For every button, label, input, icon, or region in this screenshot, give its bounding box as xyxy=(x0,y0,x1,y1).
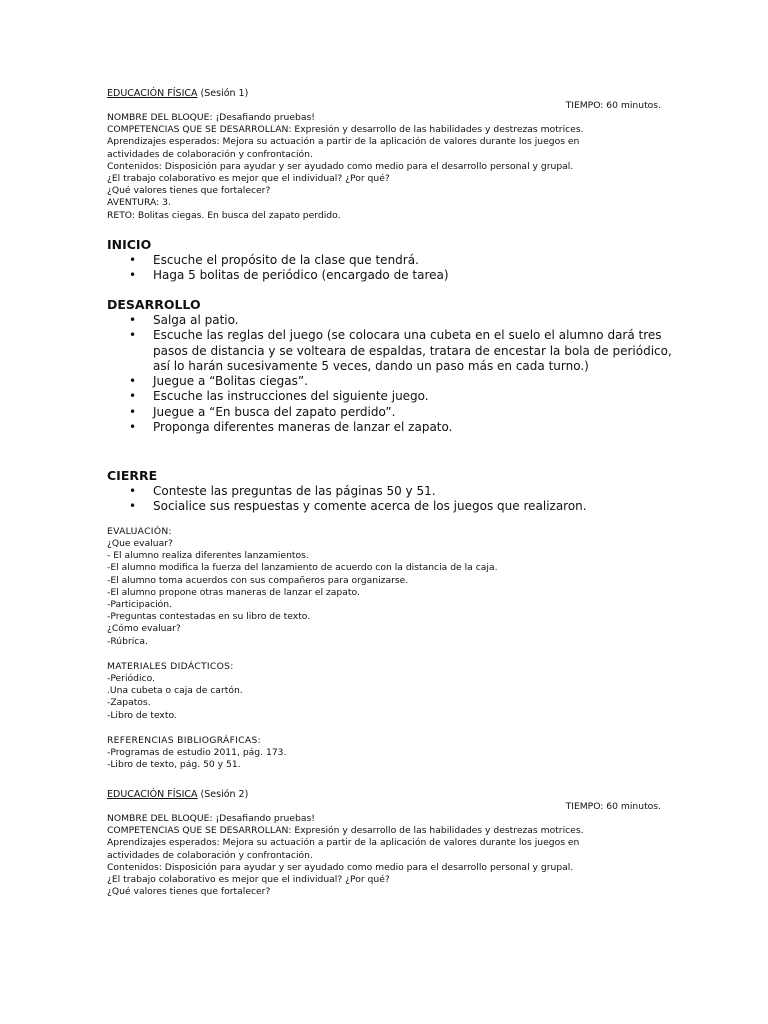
evaluacion-line: - El alumno realiza diferentes lanzamientos. xyxy=(107,550,309,562)
header-line: ¿Qué valores tienes que fortalecer? xyxy=(107,886,271,898)
desarrollo-heading: DESARROLLO xyxy=(107,297,201,312)
header-line: COMPETENCIAS QUE SE DESARROLLAN: Expresión y desarrollo de las habilidades y destrezas motrices. xyxy=(107,825,584,837)
session2-session-label: (Sesión 2) xyxy=(197,789,249,800)
session1-subject: EDUCACIÓN FÍSICA xyxy=(107,88,198,99)
header-line: RETO: Bolitas ciegas. En busca del zapato perdido. xyxy=(107,209,341,221)
evaluacion-section xyxy=(107,526,687,648)
session1-title xyxy=(107,88,667,100)
list-item: • Socialice sus respuestas y comente acerca de los juegos que realizaron. xyxy=(107,499,673,514)
evaluacion-line: -Preguntas contestadas en su libro de texto. xyxy=(107,611,311,623)
list-item: • Juegue a “En busca del zapato perdido”. xyxy=(107,405,673,420)
cierre-heading: CIERRE xyxy=(107,468,158,483)
desarrollo-section xyxy=(107,297,687,435)
materiales-line: -Libro de texto. xyxy=(107,709,177,721)
header-line: ¿Qué valores tienes que fortalecer? xyxy=(107,185,271,197)
inicio-heading: INICIO xyxy=(107,237,152,252)
evaluacion-line: -El alumno modifica la fuerza del lanzamiento de acuerdo con la distancia de la caja. xyxy=(107,562,498,574)
header-line: Aprendizajes esperados: Mejora su actuación a partir de la aplicación de valores durante los juegos en xyxy=(107,136,580,148)
cierre-list xyxy=(107,484,687,515)
referencias-line: -Libro de texto, pág. 50 y 51. xyxy=(107,759,241,771)
materiales-heading: MATERIALES DIDÁCTICOS: xyxy=(107,661,234,672)
header-line: COMPETENCIAS QUE SE DESARROLLAN: Expresión y desarrollo de las habilidades y destrezas motrices. xyxy=(107,124,584,136)
list-item: • Conteste las preguntas de las páginas 50 y 51. xyxy=(107,484,673,499)
list-item: • Haga 5 bolitas de periódico (encargado de tarea) xyxy=(107,268,673,283)
list-item: • Juegue a “Bolitas ciegas”. xyxy=(107,374,673,389)
list-item: • Escuche las reglas del juego (se colocara una cubeta en el suelo el alumno dará tres pasos de distancia y se volteara de espaldas, tratara de encestar la bola de periódico, así lo harán sucesivamente 5 veces, dando un paso más en cada turno.) xyxy=(107,328,673,374)
evaluacion-line: ¿Cómo evaluar? xyxy=(107,623,181,635)
list-item: • Escuche las instrucciones del siguiente juego. xyxy=(107,389,673,404)
session1-session-label: (Sesión 1) xyxy=(197,88,249,99)
evaluacion-line: -El alumno toma acuerdos con sus compañeros para organizarse. xyxy=(107,574,409,586)
session2-title xyxy=(107,789,667,801)
evaluacion-line: -Participación. xyxy=(107,599,173,611)
materiales-line: -Zapatos. xyxy=(107,697,151,709)
header-line: NOMBRE DEL BLOQUE: ¡Desafiando pruebas! xyxy=(107,813,315,824)
header-line: ¿El trabajo colaborativo es mejor que el individual? ¿Por qué? xyxy=(107,173,390,185)
header-line: NOMBRE DEL BLOQUE: ¡Desafiando pruebas! xyxy=(107,112,315,123)
evaluacion-line: ¿Que evaluar? xyxy=(107,538,173,549)
session2-subject: EDUCACIÓN FÍSICA xyxy=(107,789,198,800)
materiales-line: .Una cubeta o caja de cartón. xyxy=(107,685,243,697)
inicio-list xyxy=(107,253,687,284)
materiales-line: -Periódico. xyxy=(107,673,155,684)
evaluacion-heading: EVALUACIÓN: xyxy=(107,526,172,537)
header-line: Contenidos: Disposición para ayudar y ser ayudado como medio para el desarrollo personal y grupal. xyxy=(107,160,574,172)
session1-header xyxy=(107,88,667,222)
referencias-section xyxy=(107,735,687,771)
inicio-section xyxy=(107,237,687,284)
header-line: ¿El trabajo colaborativo es mejor que el individual? ¿Por qué? xyxy=(107,874,390,886)
session2-header xyxy=(107,789,667,898)
session1-time: TIEMPO: 60 minutos. xyxy=(565,100,661,111)
referencias-line: -Programas de estudio 2011, pág. 173. xyxy=(107,747,287,758)
evaluacion-line: -Rúbrica. xyxy=(107,635,148,647)
header-line: Contenidos: Disposición para ayudar y ser ayudado como medio para el desarrollo personal y grupal. xyxy=(107,861,574,873)
cierre-section xyxy=(107,468,687,515)
session2-time: TIEMPO: 60 minutos. xyxy=(565,801,661,812)
desarrollo-list xyxy=(107,313,687,435)
list-item: • Escuche el propósito de la clase que tendrá. xyxy=(107,253,673,268)
header-line: AVENTURA: 3. xyxy=(107,197,171,209)
header-line: actividades de colaboración y confrontación. xyxy=(107,849,313,861)
list-item: • Proponga diferentes maneras de lanzar el zapato. xyxy=(107,420,673,435)
materiales-section xyxy=(107,661,687,722)
header-line: Aprendizajes esperados: Mejora su actuación a partir de la aplicación de valores durante los juegos en xyxy=(107,837,580,849)
evaluacion-line: -El alumno propone otras maneras de lanzar el zapato. xyxy=(107,586,360,598)
list-item: • Salga al patio. xyxy=(107,313,673,328)
header-line: actividades de colaboración y confrontación. xyxy=(107,148,313,160)
referencias-heading: REFERENCIAS BIBLIOGRÁFICAS: xyxy=(107,735,262,746)
